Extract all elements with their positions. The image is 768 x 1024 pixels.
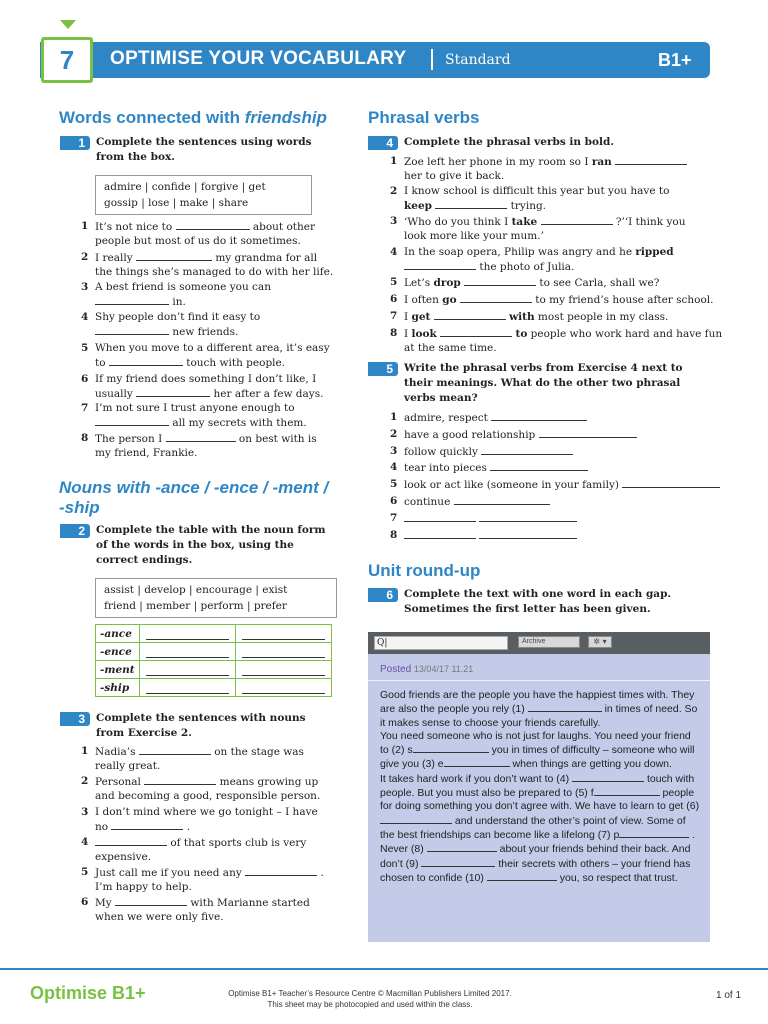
suffix-cell: -ment	[96, 661, 140, 679]
item-number: 3	[390, 215, 398, 227]
item-text	[404, 461, 734, 476]
item-text	[95, 775, 335, 803]
footer-line: This sheet may be photocopied and used within the class.	[267, 1000, 473, 1009]
item-text	[404, 495, 734, 510]
text-run: my friend, Frankie.	[95, 446, 198, 459]
item-text	[404, 310, 724, 325]
item-text	[95, 342, 335, 370]
text-run: It takes hard work if you don’t want to (4)	[380, 772, 570, 785]
text-run: people for doing something you don’t agree with. We have to learn to get (6)	[380, 787, 700, 813]
item-number: 3	[390, 445, 398, 457]
answer-blank[interactable]	[245, 866, 317, 876]
answer-blank[interactable]	[479, 512, 577, 522]
text-run: people who work hard and have fun at the same time.	[404, 328, 723, 354]
exercise-instruction: Complete the table with the noun form of the words in the box, using the correct endings.	[96, 524, 326, 566]
meaning-text: continue	[404, 496, 451, 508]
item-number: 7	[81, 402, 89, 414]
answer-blank[interactable]	[144, 775, 216, 785]
item-number: 5	[81, 866, 89, 878]
answer-cell[interactable]	[140, 661, 236, 679]
exercise-number: 6	[368, 588, 398, 602]
text-run: Personal	[95, 776, 141, 788]
item-number: 5	[390, 276, 398, 288]
text-run: The person I	[95, 433, 163, 445]
item-text	[95, 251, 335, 279]
text-run: the photo of Julia.	[479, 260, 575, 273]
word-box-2	[95, 578, 337, 618]
answer-blank[interactable]	[440, 327, 512, 337]
header-marker-triangle	[60, 20, 76, 29]
footer-rule	[0, 968, 768, 970]
exercise-number: 1	[60, 136, 90, 150]
text-run: I’m happy to help.	[95, 880, 192, 893]
text-run: in.	[172, 295, 186, 308]
answer-blank[interactable]	[622, 478, 720, 488]
text-run: In the soap opera, Philip was angry and he	[404, 246, 636, 258]
exercise-number: 5	[368, 362, 398, 376]
phrasal-verb: keep	[404, 199, 432, 212]
answer-blank[interactable]	[176, 220, 250, 230]
exercise-instruction: Complete the sentences with nouns from Exercise 2.	[96, 712, 306, 739]
text-run: no	[95, 820, 109, 833]
search-input[interactable]: Q|	[374, 636, 508, 650]
word-box-1	[95, 175, 312, 215]
answer-blank[interactable]	[454, 495, 550, 505]
text-run: .	[320, 867, 324, 879]
item-number: 6	[81, 896, 89, 908]
item-text	[95, 896, 335, 924]
answer-blank[interactable]	[136, 251, 212, 261]
item-text	[95, 281, 335, 309]
answer-blank[interactable]	[109, 356, 183, 366]
text-run: about your friends behind their back. And don’t (9)	[380, 843, 691, 870]
item-number: 1	[390, 155, 398, 167]
text-run: most people in my class.	[537, 311, 669, 323]
exercise-5	[368, 362, 708, 408]
suffix-cell: -ence	[96, 643, 140, 661]
section-title-unit-roundup: Unit round-up	[368, 561, 481, 580]
section-title-friendship	[59, 108, 327, 128]
level-label: Standard	[445, 52, 511, 68]
answer-cell[interactable]	[140, 679, 236, 697]
noun-endings-table	[95, 624, 332, 697]
answer-blank[interactable]	[95, 295, 169, 305]
text-run: I really	[95, 252, 133, 264]
section-title-line: Nouns with -ance / -ence / -ment /	[59, 478, 329, 497]
item-text	[95, 432, 335, 460]
unit-number-badge: 7	[41, 37, 93, 83]
exercise-instruction: Complete the sentences using words from the box.	[96, 136, 312, 163]
text-run: touch with people.	[186, 356, 286, 369]
item-text	[404, 411, 734, 426]
text-run: You need someone who is not just for laughs. You need your friend to (2) s	[380, 729, 691, 757]
answer-blank[interactable]	[139, 745, 211, 755]
phrasal-verb: ripped	[635, 246, 674, 258]
text-run: .	[186, 820, 191, 833]
gap-blank[interactable]	[619, 828, 689, 838]
text-run: It’s not nice to	[95, 221, 173, 233]
exercise-1	[60, 136, 340, 168]
text-run: Just call me if you need any	[95, 867, 242, 879]
posted-date: 13/04/17 11.21	[413, 664, 474, 674]
gap-blank[interactable]	[594, 786, 660, 796]
section-title-line: -ship	[59, 498, 100, 517]
item-text	[404, 445, 734, 460]
word-box-line: assist | develop | encourage | exist	[104, 584, 288, 596]
text-run: to	[515, 328, 528, 340]
answer-blank[interactable]	[434, 310, 506, 320]
exercise-number: 3	[60, 712, 90, 726]
text-run: in times of need. So it makes sense to choose your friends carefully.	[380, 703, 698, 729]
text-run: about other	[252, 221, 316, 233]
text-run: to see Carla, shall we?	[539, 277, 660, 289]
exercise-instruction: Write the phrasal verbs from Exercise 4 next to their meanings. What do the other two phrasal verbs mean?	[404, 362, 683, 404]
text-run: Nadia’s	[95, 746, 136, 758]
item-number: 3	[81, 281, 89, 293]
answer-blank[interactable]	[136, 387, 210, 397]
posted-label: Posted	[380, 664, 412, 675]
text-run: trying.	[510, 199, 547, 212]
answer-blank[interactable]	[115, 896, 187, 906]
page-number: 1 of 1	[716, 990, 742, 1001]
exercise-instruction: Complete the phrasal verbs in bold.	[404, 136, 614, 148]
word-box-line: friend | member | perform | prefer	[104, 600, 287, 612]
item-number: 2	[390, 185, 398, 197]
text-run: Never (8)	[380, 843, 424, 856]
text-run: I	[404, 328, 412, 340]
answer-blank[interactable]	[166, 432, 236, 442]
meaning-text: tear into pieces	[404, 462, 487, 474]
item-number: 6	[390, 495, 398, 507]
word-box-line: gossip | lose | make | share	[104, 197, 249, 209]
text-run: when we were only five.	[95, 910, 224, 923]
item-number: 1	[390, 411, 398, 423]
footer-copyright	[220, 988, 520, 1010]
text-run: you, so respect that trust.	[559, 871, 678, 884]
section-title-prefix: Words connected with	[59, 108, 245, 127]
item-text	[404, 428, 734, 443]
item-text	[404, 512, 734, 527]
item-number: 4	[390, 246, 398, 258]
blog-paragraph	[380, 772, 702, 842]
item-number: 8	[390, 529, 398, 541]
blog-post-panel	[368, 632, 710, 942]
posted-info	[380, 664, 473, 675]
text-run: means growing up	[219, 776, 319, 788]
answer-blank[interactable]	[479, 529, 577, 539]
suffix-cell: -ance	[96, 625, 140, 643]
text-run: I know school is difficult this year but you have to	[404, 185, 670, 197]
meaning-text: have a good relationship	[404, 429, 536, 441]
answer-blank[interactable]	[435, 199, 507, 209]
meaning-text: follow quickly	[404, 446, 478, 458]
exercise-number: 4	[368, 136, 398, 150]
gap-blank[interactable]	[572, 772, 644, 782]
answer-cell[interactable]	[236, 661, 332, 679]
gap-blank[interactable]	[528, 702, 602, 712]
gap-blank[interactable]	[413, 743, 489, 753]
section-title-nouns	[59, 478, 328, 518]
text-run: If my friend does something I don’t like, I	[95, 373, 317, 385]
item-number: 7	[390, 512, 398, 524]
item-text	[95, 373, 335, 401]
word-box-line: admire | confide | forgive | get	[104, 181, 266, 193]
gap-blank[interactable]	[444, 757, 510, 767]
answer-blank[interactable]	[541, 215, 613, 225]
text-run: A best friend is someone you can	[95, 281, 271, 293]
text-run: look more like your mum.’	[404, 229, 544, 242]
answer-blank[interactable]	[539, 428, 637, 438]
exercise-2	[60, 524, 340, 570]
divider	[368, 680, 710, 681]
text-run: all my secrets with them.	[172, 416, 307, 429]
phrasal-verb: go	[442, 294, 457, 306]
exercise-instruction: Complete the text with one word in each gap. Sometimes the first letter has been given.	[404, 588, 672, 615]
text-run: Let’s	[404, 277, 434, 289]
blog-body	[380, 689, 702, 885]
phrasal-verb: get	[411, 311, 431, 323]
footer-logo: Optimise B1+	[30, 983, 146, 1003]
archive-dropdown[interactable]: Archive	[518, 636, 580, 648]
phrasal-verb: drop	[433, 277, 461, 289]
text-run: Shy people don’t find it easy to	[95, 311, 261, 323]
answer-blank[interactable]	[404, 260, 476, 270]
text-run: I often	[404, 294, 443, 306]
table-row	[96, 679, 332, 697]
gap-blank[interactable]	[380, 814, 452, 824]
blog-paragraph	[380, 842, 702, 885]
text-run: Good friends are the people you have the happiest times with. They are also the people you rely (1)	[380, 689, 695, 716]
answer-cell[interactable]	[236, 679, 332, 697]
item-text	[404, 276, 724, 291]
text-run: expensive.	[95, 850, 152, 863]
blog-toolbar	[368, 632, 710, 654]
text-run: when things are getting you down.	[512, 758, 672, 771]
text-run: my grandma for all	[215, 252, 318, 264]
text-run: I’m not sure I trust anyone enough to	[95, 402, 295, 414]
text-run: the things she’s managed to do with her life.	[95, 265, 334, 278]
text-run: of that sports club is very	[170, 837, 307, 849]
text-run: to my friend’s house after school.	[535, 294, 714, 306]
answer-blank[interactable]	[460, 293, 532, 303]
text-run: their secrets with others – your friend has chosen to confide (10)	[380, 857, 691, 884]
text-run: touch with people. But you must also be prepared to (5) f	[380, 772, 695, 800]
header-separator	[431, 49, 433, 70]
phrasal-verb: ran	[591, 156, 612, 168]
item-number: 4	[81, 311, 89, 323]
answer-cell[interactable]	[140, 625, 236, 643]
answer-blank[interactable]	[464, 276, 536, 286]
item-text	[95, 806, 335, 834]
suffix-cell: -ship	[96, 679, 140, 697]
answer-blank[interactable]	[404, 529, 476, 539]
section-title-italic: friendship	[244, 108, 327, 127]
text-run: and becoming a good, responsible person.	[95, 789, 321, 802]
gap-blank[interactable]	[427, 842, 497, 852]
text-run: When you move to a different area, it’s easy	[95, 342, 330, 354]
meaning-text: look or act like (someone in your family)	[404, 479, 619, 491]
item-text	[95, 745, 335, 773]
phrasal-verb: look	[411, 328, 437, 340]
answer-blank[interactable]	[490, 461, 588, 471]
item-text	[404, 478, 734, 493]
phrasal-verb: take	[511, 216, 538, 228]
blog-paragraph	[380, 730, 702, 772]
item-text	[404, 327, 724, 355]
text-run: ‘Who do you think I	[404, 216, 512, 228]
item-text	[95, 866, 335, 894]
page-title: OPTIMISE YOUR VOCABULARY	[110, 48, 407, 69]
item-number: 1	[81, 745, 89, 757]
footer-line: Optimise B1+ Teacher’s Resource Centre © Macmillan Publishers Limited 2017.	[228, 989, 512, 998]
answer-blank[interactable]	[404, 512, 476, 522]
item-number: 7	[390, 310, 398, 322]
exercise-3	[60, 712, 340, 744]
answer-blank[interactable]	[95, 416, 169, 426]
text-run: people but most of us do it sometimes.	[95, 234, 301, 247]
item-number: 3	[81, 806, 89, 818]
item-text	[404, 246, 724, 274]
item-number: 1	[81, 220, 89, 232]
text-run: to	[95, 356, 106, 369]
item-number: 2	[81, 775, 89, 787]
text-run: her after a few days.	[213, 387, 324, 400]
text-run: new friends.	[172, 325, 239, 338]
item-text	[404, 529, 734, 544]
answer-blank[interactable]	[491, 411, 587, 421]
table-row	[96, 625, 332, 643]
exercise-6	[368, 588, 708, 620]
item-text	[404, 293, 724, 308]
text-run: really great.	[95, 759, 161, 772]
text-run: My	[95, 897, 112, 909]
item-text	[404, 185, 724, 213]
section-title-phrasal-verbs: Phrasal verbs	[368, 108, 480, 127]
answer-blank[interactable]	[615, 155, 687, 165]
answer-blank[interactable]	[111, 820, 183, 830]
text-run: ?’‘I think you	[615, 216, 686, 228]
item-number: 5	[390, 478, 398, 490]
text-run: on the stage was	[214, 746, 304, 758]
text-run: you in times of difficulty – someone who will give you (3) e	[380, 744, 695, 771]
text-run: on best with is	[238, 433, 317, 445]
item-number: 5	[81, 342, 89, 354]
meaning-text: admire, respect	[404, 412, 488, 424]
text-run: her to give it back.	[404, 169, 505, 182]
blog-paragraph	[380, 689, 702, 730]
text-run: with Marianne started	[190, 897, 310, 909]
item-text	[95, 311, 335, 339]
text-run: I	[404, 311, 412, 323]
item-number: 6	[390, 293, 398, 305]
exercise-4	[368, 136, 708, 152]
text-run: usually	[95, 387, 133, 400]
text-run: with	[509, 311, 535, 323]
text-run: and understand the other’s point of view. Some of the best friendships can become like a lifelong (7) p	[380, 814, 686, 841]
item-text	[95, 402, 335, 430]
gap-blank[interactable]	[421, 857, 495, 867]
item-number: 8	[81, 432, 89, 444]
answer-cell[interactable]	[236, 643, 332, 661]
item-text	[404, 215, 724, 243]
text-run: .	[692, 828, 696, 841]
cefr-label: B1+	[658, 50, 692, 70]
item-text	[95, 836, 335, 864]
answer-blank[interactable]	[95, 836, 167, 846]
item-text	[95, 220, 335, 248]
item-number: 4	[81, 836, 89, 848]
gap-blank[interactable]	[487, 871, 557, 881]
gear-icon[interactable]: ✲ ▾	[588, 636, 612, 648]
item-number: 2	[390, 428, 398, 440]
text-run: I don’t mind where we go tonight – I have	[95, 806, 318, 818]
item-number: 8	[390, 327, 398, 339]
item-number: 6	[81, 373, 89, 385]
table-row	[96, 643, 332, 661]
answer-cell[interactable]	[140, 643, 236, 661]
item-number: 4	[390, 461, 398, 473]
exercise-number: 2	[60, 524, 90, 538]
answer-cell[interactable]	[236, 625, 332, 643]
answer-blank[interactable]	[481, 445, 573, 455]
text-run: Zoe left her phone in my room so I	[404, 156, 592, 168]
item-number: 2	[81, 251, 89, 263]
table-row	[96, 661, 332, 679]
answer-blank[interactable]	[95, 325, 169, 335]
item-text	[404, 155, 724, 183]
